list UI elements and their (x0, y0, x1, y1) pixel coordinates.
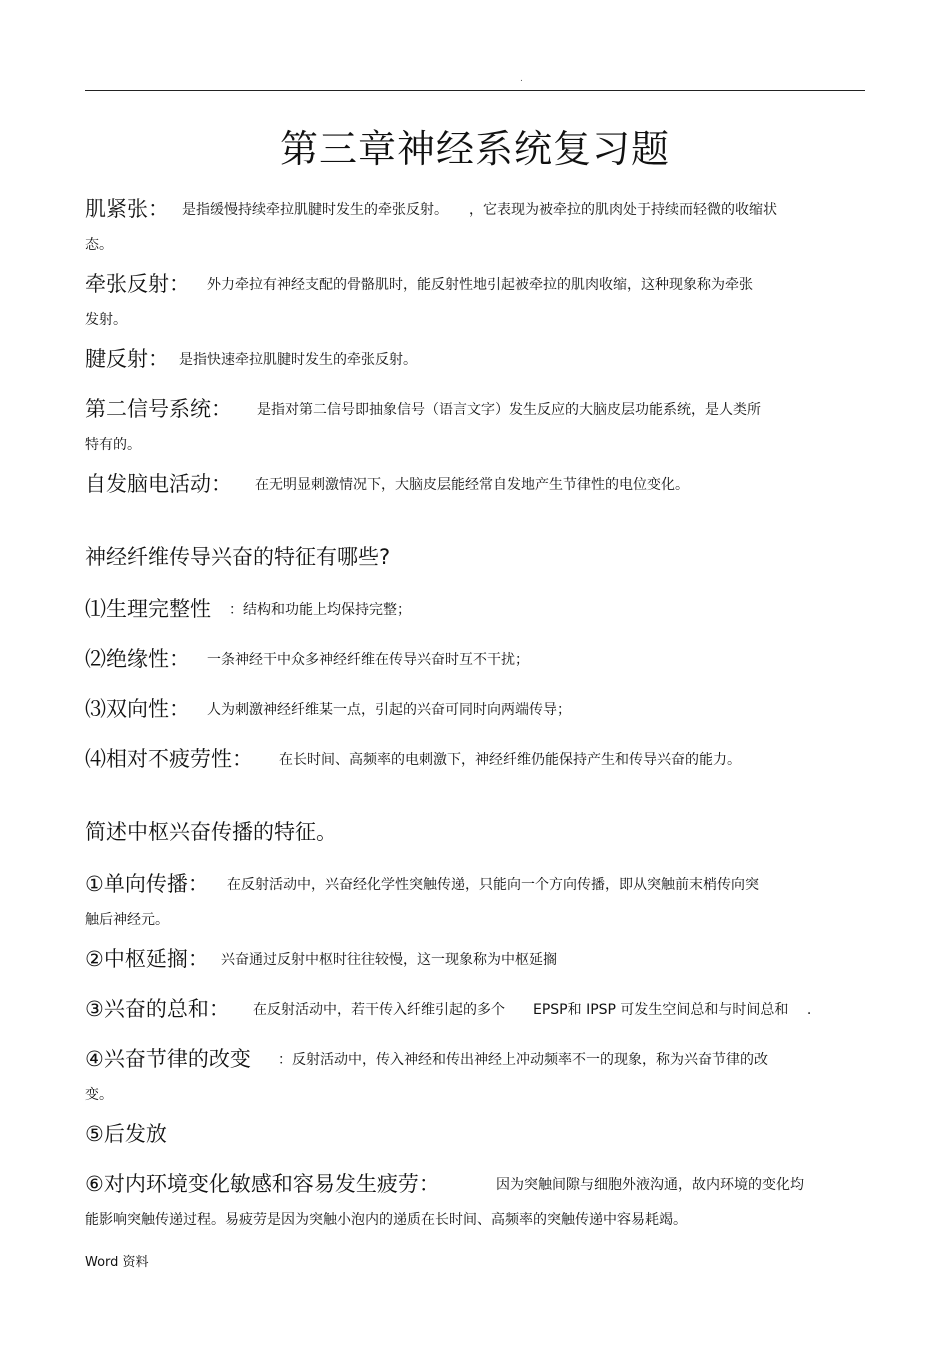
feature-text-rhythm-change: ：反射活动中，传入神经和传出神经上冲动频率不一的现象，称为兴奋节律的改 (278, 1052, 768, 1068)
feature-term-one-way: ①单向传播： (85, 872, 209, 896)
definition-term-muscle-tone: 肌紧张： (85, 197, 169, 221)
feature-term-sensitivity-fatigue: ⑥对内环境变化敏感和容易发生疲劳： (85, 1172, 440, 1196)
feature-continuation-sensitivity-fatigue: 能影响突触传递过程。易疲劳是因为突触小泡内的递质在长时间、高频率的突触传递中容易耗竭。 (85, 1212, 687, 1228)
feature-term-central-delay: ②中枢延搁： (85, 947, 209, 971)
feature-term-bidirectional: ⑶双向性： (85, 697, 190, 721)
definition-term-stretch-reflex: 牵张反射： (85, 272, 190, 296)
definition-continuation-muscle-tone: 态。 (85, 237, 113, 253)
feature-text-one-way: 在反射活动中，兴奋经化学性突触传递，只能向一个方向传播，即从突触前末梢传向突 (227, 877, 759, 893)
definition-text-spontaneous-eeg: 在无明显刺激情况下，大脑皮层能经常自发地产生节律性的电位变化。 (255, 477, 689, 493)
definition-text-stretch-reflex: 外力牵拉有神经支配的骨骼肌时，能反射性地引起被牵拉的肌肉收缩，这种现象称为牵张 (207, 277, 753, 293)
feature-term-non-fatigue: ⑷相对不疲劳性： (85, 747, 253, 771)
feature-text-bidirectional: 人为刺激神经纤维某一点，引起的兴奋可同时向两端传导； (207, 702, 571, 718)
feature-text-summation: 在反射活动中，若干传入纤维引起的多个 EPSP和 IPSP 可发生空间总和与时间总和 . (253, 1002, 812, 1018)
page-title: 第三章神经系统复习题 (279, 127, 670, 171)
definition-term-second-signal-system: 第二信号系统： (85, 397, 232, 421)
definition-text-tendon-reflex: 是指快速牵拉肌腱时发生的牵张反射。 (179, 352, 417, 368)
feature-term-after-discharge: ⑤后发放 (85, 1122, 167, 1146)
feature-text-integrity: ：结构和功能上均保持完整； (229, 602, 411, 618)
definition-term-spontaneous-eeg: 自发脑电活动： (85, 472, 232, 496)
definition-term-tendon-reflex: 腱反射： (85, 347, 169, 371)
section-heading-nerve-fiber: 神经纤维传导兴奋的特征有哪些? (85, 545, 391, 569)
feature-term-summation: ③兴奋的总和： (85, 997, 230, 1021)
feature-term-insulation: ⑵绝缘性： (85, 647, 190, 671)
header-mark: . (520, 74, 523, 84)
header-rule (85, 90, 865, 91)
feature-text-non-fatigue: 在长时间、高频率的电刺激下，神经纤维仍能保持产生和传导兴奋的能力。 (279, 752, 741, 768)
feature-term-integrity: ⑴生理完整性 (85, 597, 211, 621)
section-heading-central-excitation: 简述中枢兴奋传播的特征。 (85, 820, 337, 844)
feature-term-rhythm-change: ④兴奋节律的改变 (85, 1047, 251, 1071)
definition-text-muscle-tone: 是指缓慢持续牵拉肌腱时发生的牵张反射。 ，它表现为被牵拉的肌肉处于持续而轻微的收缩状 (182, 202, 777, 218)
feature-text-central-delay: 兴奋通过反射中枢时往往较慢，这一现象称为中枢延搁 (221, 952, 557, 968)
feature-text-insulation: 一条神经干中众多神经纤维在传导兴奋时互不干扰； (207, 652, 529, 668)
definition-text-second-signal-system: 是指对第二信号即抽象信号（语言文字）发生反应的大脑皮层功能系统，是人类所 (257, 402, 761, 418)
definition-continuation-second-signal-system: 特有的。 (85, 437, 141, 453)
feature-text-sensitivity-fatigue: 因为突触间隙与细胞外液沟通，故内环境的变化均 (496, 1177, 804, 1193)
feature-continuation-rhythm-change: 变。 (85, 1087, 113, 1103)
footer-label: Word 资料 (85, 1255, 149, 1270)
feature-continuation-one-way: 触后神经元。 (85, 912, 169, 928)
definition-continuation-stretch-reflex: 发射。 (85, 312, 127, 328)
